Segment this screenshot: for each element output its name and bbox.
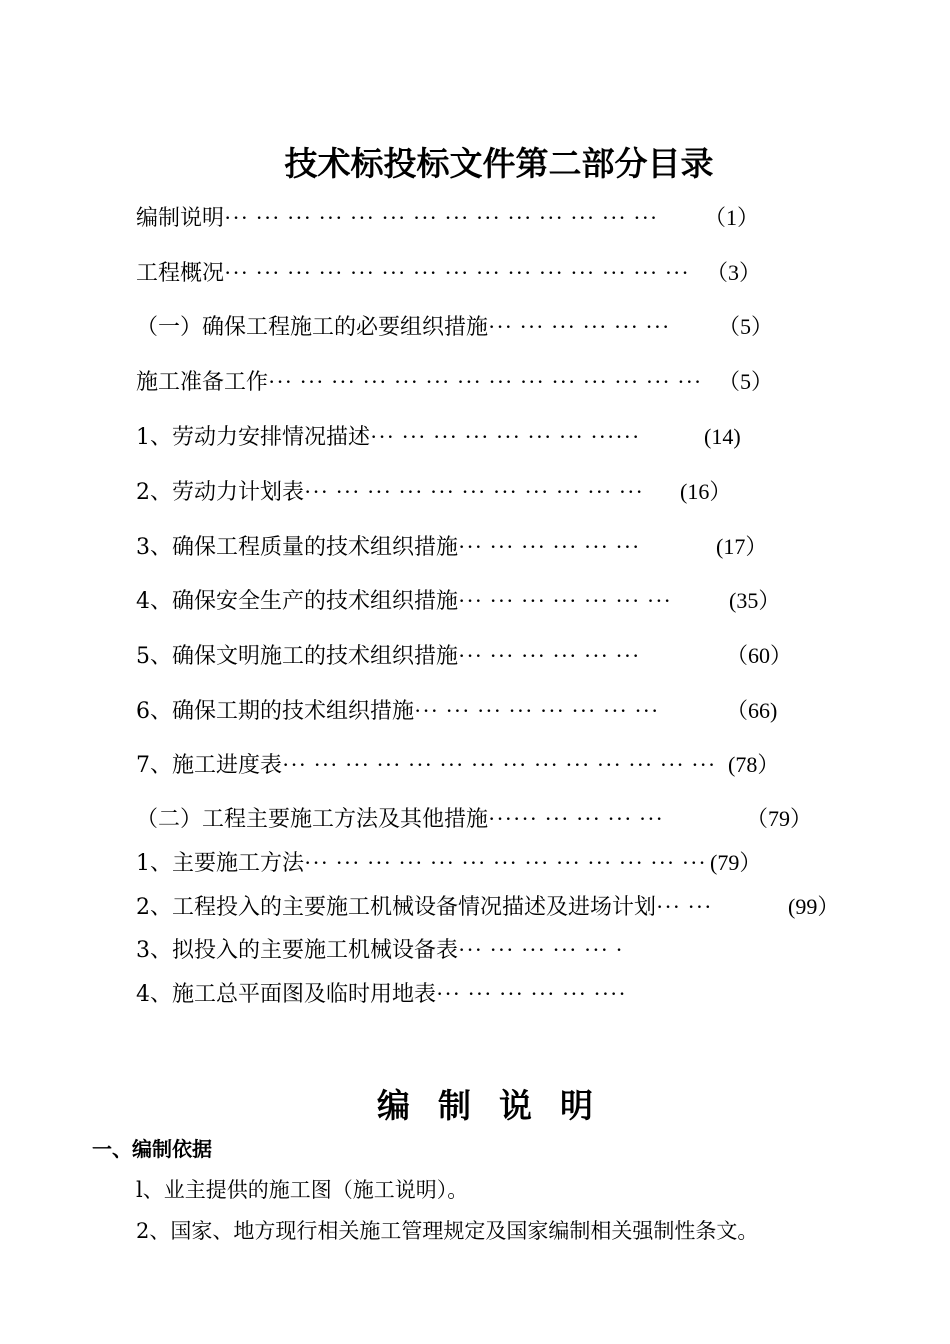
toc-entry-label: 2、工程投入的主要施工机械设备情况描述及进场计划 bbox=[136, 895, 656, 920]
toc-leader-dots: ··· ··· ··· ··· ··· ··· ··· ··· ··· ··· ··· ··· ··· ··· ··· bbox=[224, 260, 690, 285]
toc-entry bbox=[136, 892, 840, 922]
toc-entry-label: （二）工程主要施工方法及其他措施 bbox=[136, 807, 489, 832]
toc-leader-dots: ··· ··· bbox=[656, 894, 713, 919]
toc-page-number: （66) bbox=[726, 698, 778, 723]
toc-leader-dots: ··· ··· ··· ··· ··· ··· ··· ··· ··· ··· ··· ··· ··· ··· bbox=[282, 752, 717, 777]
toc-entry bbox=[136, 203, 760, 233]
toc-leader-dots: ··· ··· ··· ··· ··· ··· ··· ··· ··· ··· ··· ··· ··· bbox=[304, 850, 707, 875]
toc-entry bbox=[136, 422, 741, 452]
toc-page-number: (14) bbox=[704, 424, 741, 449]
toc-entry bbox=[136, 696, 778, 726]
toc-page-number: （60） bbox=[726, 643, 793, 668]
toc-page-number: (17） bbox=[716, 534, 768, 559]
toc-page-number: （79） bbox=[746, 806, 813, 831]
toc-entry bbox=[136, 935, 682, 965]
toc-entry bbox=[136, 258, 762, 288]
toc-entry-label: 施工准备工作 bbox=[136, 370, 269, 395]
paragraph: 2、国家、地方现行相关施工管理规定及国家编制相关强制性条文。 bbox=[136, 1219, 759, 1243]
toc-entry bbox=[136, 477, 732, 507]
toc-entry-label: 工程概况 bbox=[136, 261, 225, 286]
toc-leader-dots: ··· ··· ··· ··· ··· · bbox=[458, 937, 624, 962]
toc-leader-dots: ··· ··· ··· ··· ··· ··· bbox=[458, 534, 641, 559]
toc-page-number: （1） bbox=[704, 205, 760, 230]
toc-leader-dots: ··· ··· ··· ··· ··· ···· bbox=[436, 981, 627, 1006]
toc-entry-label: 编制说明 bbox=[136, 206, 225, 231]
toc-leader-dots: ··· ··· ··· ··· ··· ··· bbox=[488, 314, 671, 339]
toc-page-number: （3） bbox=[706, 260, 762, 285]
toc-leader-dots: ··· ··· ··· ··· ··· ··· ··· ··· ··· ··· ··· ··· ··· ··· bbox=[224, 205, 659, 230]
toc-page-number: （5） bbox=[718, 369, 774, 394]
toc-entry-label: 2、劳动力计划表 bbox=[136, 480, 304, 505]
toc-entry-label: 1、主要施工方法 bbox=[136, 851, 304, 876]
toc-leader-dots: ··· ··· ··· ··· ··· ··· ··· bbox=[458, 588, 672, 613]
toc-entry bbox=[136, 532, 768, 562]
toc-page-number: (16） bbox=[680, 479, 732, 504]
toc-leader-dots: ··· ··· ··· ··· ··· ··· ··· ··· ··· ··· ··· ··· ··· ··· bbox=[268, 369, 703, 394]
toc-leader-dots: ··· ··· ··· ··· ··· ··· ··· ··· ··· ··· ··· bbox=[304, 479, 644, 504]
toc-page-number: (78） bbox=[728, 752, 780, 777]
toc-page-number: (99） bbox=[788, 894, 840, 919]
toc-entry-label: 1、劳动力安排情况描述 bbox=[136, 425, 370, 450]
document-title: 技术标投标文件第二部分目录 bbox=[284, 144, 714, 183]
toc-entry bbox=[136, 367, 774, 397]
toc-page-number: （5） bbox=[718, 314, 774, 339]
toc-entry bbox=[136, 848, 762, 878]
toc-entry-label: 3、拟投入的主要施工机械设备表 bbox=[136, 938, 458, 963]
toc-entry-label: 4、施工总平面图及临时用地表 bbox=[136, 982, 436, 1007]
toc-entry bbox=[136, 804, 813, 834]
section-heading: 一、编制依据 bbox=[92, 1137, 212, 1161]
toc-entry bbox=[136, 312, 774, 342]
toc-leader-dots: ··· ··· ··· ··· ··· ··· ··· ··· bbox=[414, 698, 660, 723]
toc-entry bbox=[136, 979, 682, 1009]
toc-entry bbox=[136, 750, 780, 780]
toc-page-number: (35） bbox=[729, 588, 781, 613]
toc-entry-label: 5、确保文明施工的技术组织措施 bbox=[136, 644, 458, 669]
toc-entry-label: 7、施工进度表 bbox=[136, 753, 282, 778]
toc-entry-label: （一）确保工程施工的必要组织措施 bbox=[136, 315, 489, 340]
toc-entry-label: 6、确保工期的技术组织措施 bbox=[136, 699, 414, 724]
toc-page-number: (79） bbox=[710, 850, 762, 875]
toc-leader-dots: ··· ··· ··· ··· ··· ··· bbox=[458, 643, 641, 668]
toc-entry bbox=[136, 641, 793, 671]
toc-leader-dots: ······ ··· ··· ··· ··· bbox=[488, 806, 664, 831]
toc-leader-dots: ··· ··· ··· ··· ··· ··· ··· ······ bbox=[370, 424, 641, 449]
paragraph: l、业主提供的施工图（施工说明）。 bbox=[136, 1178, 469, 1202]
toc-entry-label: 4、确保安全生产的技术组织措施 bbox=[136, 589, 458, 614]
section-title: 编制说明 bbox=[377, 1086, 621, 1125]
toc-entry-label: 3、确保工程质量的技术组织措施 bbox=[136, 535, 458, 560]
toc-entry bbox=[136, 586, 781, 616]
